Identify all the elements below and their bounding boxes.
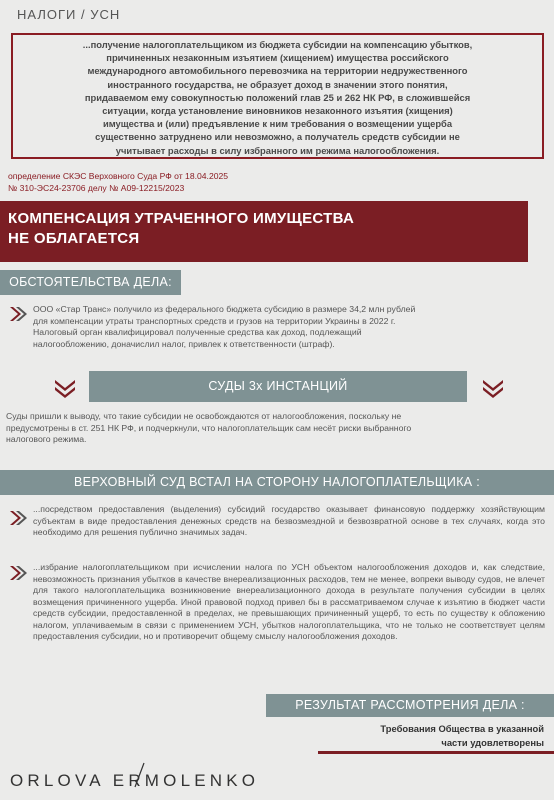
reference-line-2: № 310-ЭС24-23706 делу № А09-12215/2023	[8, 183, 185, 193]
quote-line: существенно затруднено или невозможно, а получатель средств субсидии не	[95, 131, 460, 143]
circumstances-line: для компенсации утраты транспортных средств и грузов на территории Украины в 2022 г.	[33, 315, 396, 326]
courts-title: СУДЫ 3х ИНСТАНЦИЙ	[89, 371, 467, 402]
quote-box	[11, 33, 544, 159]
supreme-court-title: ВЕРХОВНЫЙ СУД ВСТАЛ НА СТОРОНУ НАЛОГОПЛАТЕЛЬЩИКА :	[0, 470, 554, 495]
result-text	[380, 722, 544, 749]
chevron-down-icon	[481, 378, 505, 400]
result-title: РЕЗУЛЬТАТ РАССМОТРЕНИЯ ДЕЛА :	[266, 694, 554, 717]
courts-line: предусмотрены в ст. 251 НК РФ, и подчеркнули, что налогоплательщик сам несёт риски выбранного	[6, 422, 412, 433]
headline-line-2: НЕ ОБЛАГАЕТСЯ	[8, 230, 140, 247]
courts-text	[6, 411, 551, 446]
quote-line: ситуации, когда установление виновников незаконного изъятия (хищения)	[102, 105, 453, 117]
quote-line: международного автомобильного перевозчика на территории недружественного	[87, 65, 468, 77]
quote-line: ...получение налогоплательщиком из бюджета субсидии на компенсацию убытков,	[82, 39, 473, 50]
chevron-right-icon	[8, 304, 28, 324]
reference-line-1: определение СКЭС Верховного Суда РФ от 18.04.2025	[8, 171, 229, 181]
chevron-right-icon	[8, 508, 28, 528]
section-tag: НАЛОГИ / УСН	[17, 7, 121, 22]
company-logo	[8, 757, 273, 795]
result-underline	[318, 751, 554, 754]
courts-line: налогового режима.	[6, 434, 87, 444]
quote-text	[23, 38, 532, 157]
chevron-down-icon	[53, 378, 77, 400]
supreme-point-2: ...избрание налогоплательщиком при исчислении налога по УСН объектом налогообложения доходов и, как следствие, невозможность признания убытков в качестве внереализационных расходов, тем не менее, вопреки выводу судов, не влечет для такого налогоплательщика возникновение внереализационного дохода в результате получения субсидии в целях возмещения причиненного ущерба. Иной правовой подход привел бы в рассматриваемом случае к изъятию в бюджет части средств субсидии, предоставленной в пределах, не превышающих причиненный ущерб, то есть по существу к обложению налогом, уплачиваемым в связи с применением УСН, убытков налогоплательщика, что не только не соответствует целям предоставления субсидии, но и противоречит общему смыслу налогообложения доходов.	[33, 562, 545, 641]
quote-line: придаваемом ему совокупностью положений глав 25 и 262 НК РФ, в сложившейся	[84, 91, 471, 103]
supreme-point-1: ...посредством предоставления (выделения) субсидий государство оказывает финансовую поддержку хозяйствующим субъектам в виде предоставления денежных средств на безвозмездной и безвозвратной основе в тех случаях, когда это необходимо для решения публично значимых задач.	[33, 504, 545, 537]
circumstances-line: Налоговый орган квалифицировал полученные средства как доход, подлежащий	[33, 327, 362, 337]
circumstances-title: ОБСТОЯТЕЛЬСТВА ДЕЛА:	[0, 270, 181, 295]
circumstances-line: ООО «Стар Транс» получило из федерального бюджета субсидию в размере 34,2 млн рублей	[33, 304, 416, 314]
quote-line: иностранного государства, не образует доход в значении этого понятия,	[107, 78, 448, 90]
quote-line: учитывает расходы в силу избранного им режима налогообложения.	[115, 144, 440, 156]
quote-line: причиненных незаконным изъятием (хищением) имущества российского	[106, 52, 449, 64]
court-reference	[8, 170, 228, 194]
logo-text: ORLOVA ERMOLENKO	[10, 771, 260, 790]
headline-line-1: КОМПЕНСАЦИЯ УТРАЧЕННОГО ИМУЩЕСТВА	[8, 210, 355, 227]
result-line-1: Требования Общества в указанной	[380, 723, 544, 734]
result-line-2: части удовлетворены	[441, 736, 544, 748]
courts-line: Суды пришли к выводу, что такие субсидии не освобождаются от налогообложения, поскольку не	[6, 411, 402, 421]
headline-banner	[0, 201, 528, 262]
circumstances-text	[33, 304, 545, 350]
quote-line: имущества и (или) предъявление к ним требования о возмещении ущерба	[102, 118, 453, 130]
chevron-right-icon	[8, 563, 28, 583]
circumstances-line: налогообложению, доначислил налог, привлек к ответственности (штраф).	[33, 338, 335, 349]
